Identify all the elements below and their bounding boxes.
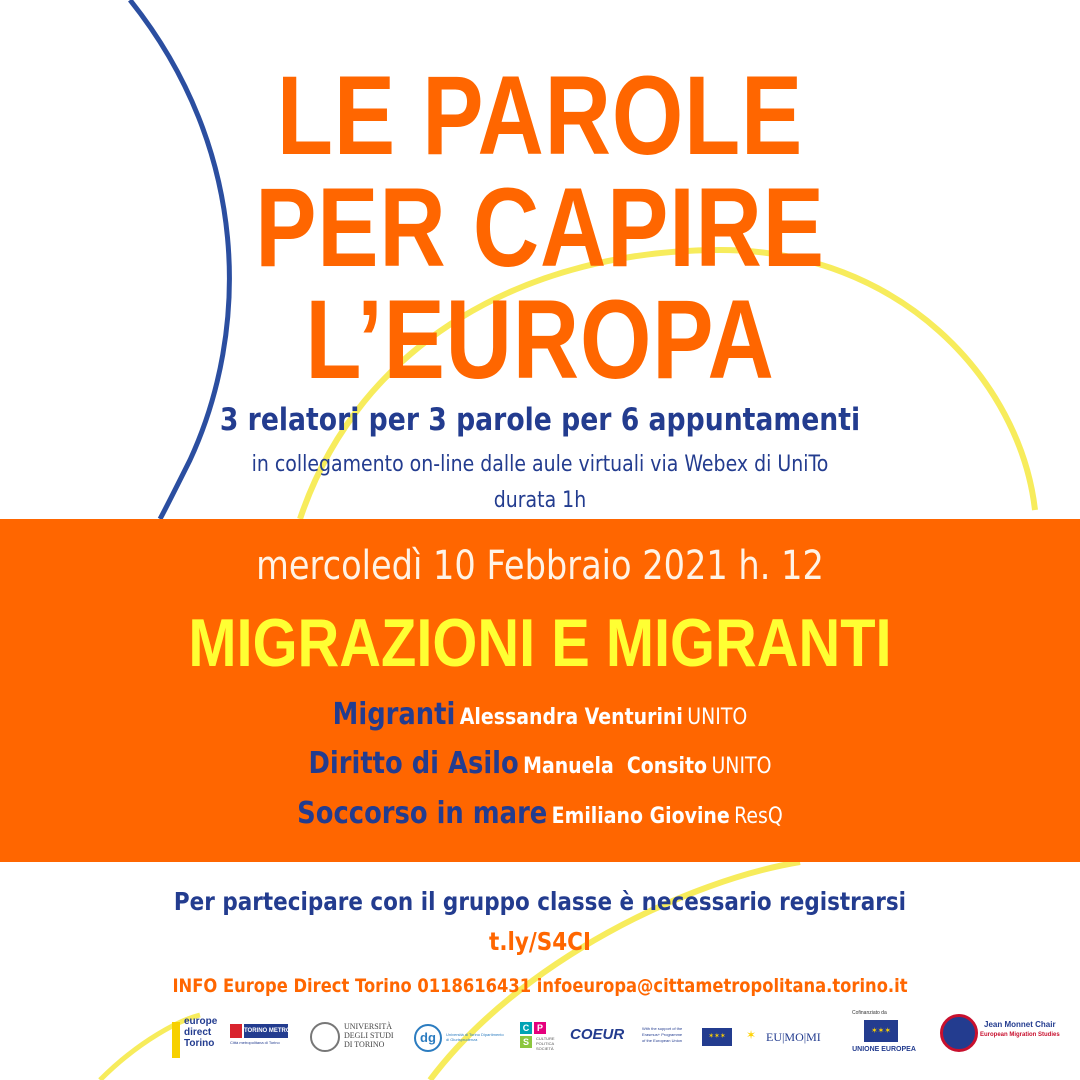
erasmus-logo (642, 1026, 736, 1050)
title-line-3: L’EUROPA (305, 277, 775, 402)
eumomi-logo (746, 1024, 846, 1052)
erasmus-line-3: of the European Union (642, 1038, 683, 1043)
speaker-org: UNITO (687, 705, 748, 730)
speaker-word: Diritto di Asilo (308, 746, 519, 781)
torino-metropoli-sub: Città metropolitana di Torino (230, 1040, 280, 1045)
europe-direct-logo (172, 1014, 222, 1062)
jean-monnet-emblem-icon (940, 1014, 978, 1052)
dg-mark: dg (414, 1024, 442, 1052)
cps-sub-2: POLITICA (536, 1041, 555, 1046)
speaker-org: UNITO (711, 754, 772, 779)
cps-letter-s: S (520, 1036, 532, 1048)
speaker-row-1 (76, 697, 1005, 732)
speaker-name: Alessandra Venturini (459, 705, 683, 730)
erasmus-line-2: Erasmus+ Programme (642, 1032, 683, 1037)
title-line-1: LE PAROLE (276, 53, 804, 178)
unito-line-3: DI TORINO (344, 1040, 385, 1049)
eumomi-stars-icon: ✶ (746, 1028, 757, 1042)
dg-sub: Università di Torino Dipartimento di Giurisprudenza (446, 1032, 504, 1042)
eu-flag-icon: ✶✶✶ (702, 1028, 732, 1046)
unito-seal-icon (310, 1022, 340, 1052)
speaker-name: Manuela Consito (523, 754, 708, 779)
eumomi-name: EU|MO|MI (766, 1030, 821, 1044)
subtitle-duration: durata 1h (493, 488, 587, 513)
event-topic: MIGRAZIONI E MIGRANTI (188, 605, 892, 681)
cps-sub-3: SOCIETÀ (536, 1046, 554, 1051)
subtitle-detail: in collegamento on-line dalle aule virtuali via Webex di UniTo (251, 452, 829, 477)
cps-sub-1: CULTURE (536, 1036, 555, 1041)
torino-metropoli-logo (230, 1024, 305, 1052)
unito-line-1: UNIVERSITÀ (344, 1022, 392, 1031)
unito-line-2: DEGLI STUDI (344, 1031, 394, 1040)
dg-logo (414, 1024, 506, 1054)
speaker-word: Migranti (332, 697, 456, 732)
registration-link[interactable]: t.ly/S4CI (489, 927, 591, 956)
erasmus-line-1: With the support of the (642, 1026, 683, 1031)
europe-direct-word-2: direct (184, 1027, 212, 1038)
cofinanziato-label: Cofinanziato da (852, 1010, 887, 1016)
eu-flag-icon: ✶✶✶ (864, 1020, 898, 1042)
torino-metropoli-name: TORINO METROPOLI (244, 1024, 288, 1038)
cps-letter-p: P (534, 1022, 546, 1034)
title-line-2: PER CAPIRE (255, 165, 825, 290)
event-date: mercoledì 10 Febbraio 2021 h. 12 (256, 543, 824, 589)
speaker-org: ResQ (734, 804, 783, 829)
registration-text: Per partecipare con il gruppo classe è necessario registrarsi (173, 887, 907, 916)
jean-monnet-title: Jean Monnet Chair (984, 1020, 1056, 1029)
cps-letter-c: C (520, 1022, 532, 1034)
cps-logo (520, 1022, 566, 1056)
speaker-row-3 (76, 796, 1005, 831)
unito-logo (310, 1020, 398, 1056)
subtitle-main: 3 relatori per 3 parole per 6 appuntamenti (219, 402, 861, 438)
info-line: INFO Europe Direct Torino 0118616431 infoeuropa@cittametropolitana.torino.it (172, 975, 908, 997)
unione-europea-logo (848, 1010, 920, 1064)
jean-monnet-logo (940, 1014, 1072, 1054)
speaker-word: Soccorso in mare (297, 796, 548, 831)
europe-direct-word-1: europe (184, 1016, 218, 1027)
partner-logos (160, 1010, 920, 1065)
coeur-logo: COEUR (570, 1026, 625, 1043)
jean-monnet-sub: European Migration Studies (980, 1032, 1060, 1038)
speaker-row-2 (76, 746, 1005, 781)
europe-direct-word-3: Torino (184, 1038, 215, 1049)
speaker-name: Emiliano Giovine (551, 804, 730, 829)
unione-europea-label: UNIONE EUROPEA (852, 1046, 916, 1053)
